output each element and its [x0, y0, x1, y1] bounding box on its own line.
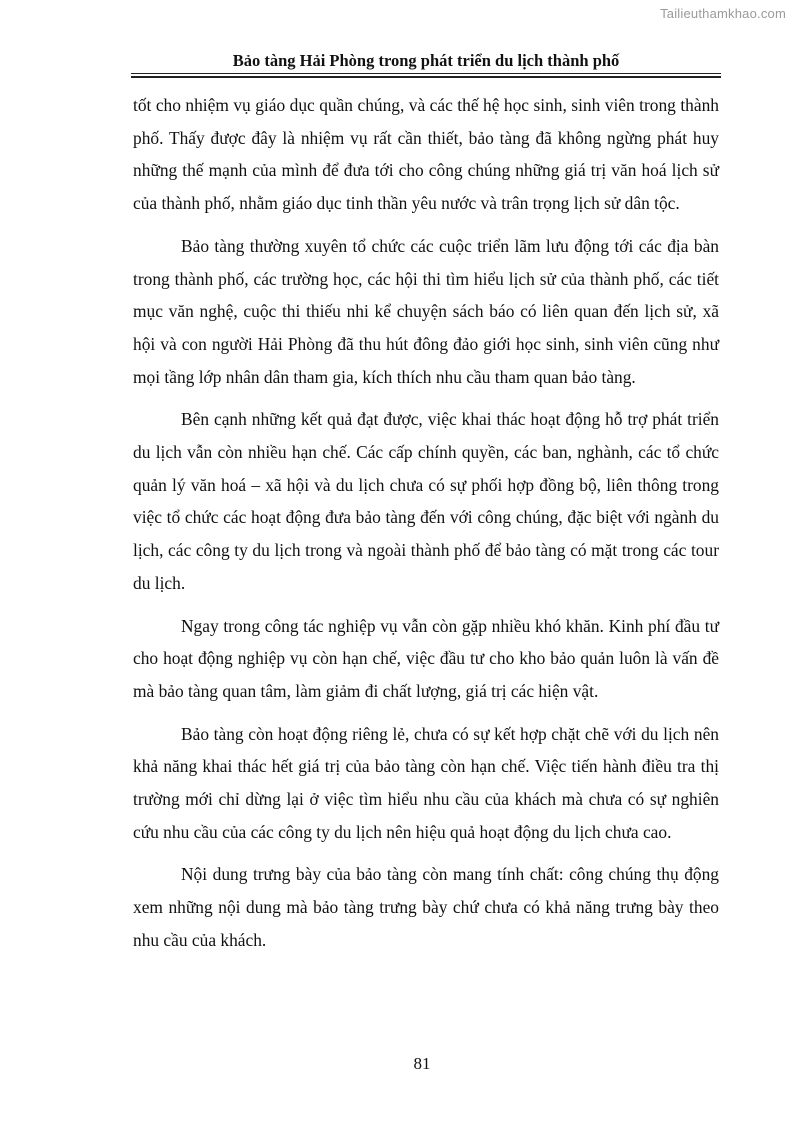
paragraph-1: tốt cho nhiệm vụ giáo dục quần chúng, và các thế hệ học sinh, sinh viên trong thành phố. Thấy được đây là nhiệm vụ rất cần thiết, bảo tàng đã không ngừng phát huy những thế mạnh của mình để đưa tới cho công chúng những giá trị văn hoá lịch sử của thành phố, nhằm giáo dục tinh thần yêu nước và trân trọng lịch sử dân tộc. [133, 95, 719, 214]
paragraph-4: Ngay trong công tác nghiệp vụ vẫn còn gặp nhiều khó khăn. Kinh phí đầu tư cho hoạt động nghiệp vụ còn hạn chế, việc đầu tư cho kho bảo quản luôn là vấn đề mà bảo tàng quan tâm, làm giảm đi chất lượng, giá trị các hiện vật. [133, 615, 719, 701]
page-body [133, 89, 719, 967]
paragraph-3: Bên cạnh những kết quả đạt được, việc khai thác hoạt động hỗ trợ phát triển du lịch vẫn còn nhiều hạn chế. Các cấp chính quyền, các ban, nghành, các tổ chức quản lý văn hoá – xã hội và du lịch chưa có sự phối hợp đồng bộ, liên thông trong việc tổ chức các hoạt động đưa bảo tàng đến với công chúng, đặc biệt với ngành du lịch, các công ty du lịch trong và ngoài thành phố để bảo tàng có mặt trong các tour du lịch. [133, 409, 719, 593]
watermark-text: Tailieuthamkhao.com [660, 6, 786, 21]
paragraph-6: Nội dung trưng bày của bảo tàng còn mang tính chất: công chúng thụ động xem những nội dung mà bảo tàng trưng bày chứ chưa có khả năng trưng bày theo nhu cầu của khách. [133, 864, 719, 950]
paragraph-2: Bảo tàng thường xuyên tổ chức các cuộc triển lãm lưu động tới các địa bàn trong thành phố, các trường học, các hội thi tìm hiểu lịch sử của thành phố, các tiết mục văn nghệ, cuộc thi thiếu nhi kể chuyện sách báo có liên quan đến lịch sử, xã hội và con người Hải Phòng đã thu hút đông đảo giới học sinh, sinh viên cũng như mọi tầng lớp nhân dân tham gia, kích thích nhu cầu tham quan bảo tàng. [133, 235, 719, 387]
header-rule-thick [131, 76, 721, 78]
running-header-title: Bảo tàng Hải Phòng trong phát triển du lịch thành phố [232, 51, 620, 70]
paragraph-5: Bảo tàng còn hoạt động riêng lẻ, chưa có sự kết hợp chặt chẽ với du lịch nên khả năng khai thác hết giá trị của bảo tàng còn hạn chế. Việc tiến hành điều tra thị trường mới chỉ dừng lại ở việc tìm hiểu nhu cầu của khách mà chưa có sự nghiên cứu nhu cầu của các công ty du lịch nên hiệu quả hoạt động du lịch chưa cao. [133, 723, 719, 842]
header-rule-thin [131, 73, 721, 74]
page-number: 81 [413, 1054, 431, 1073]
